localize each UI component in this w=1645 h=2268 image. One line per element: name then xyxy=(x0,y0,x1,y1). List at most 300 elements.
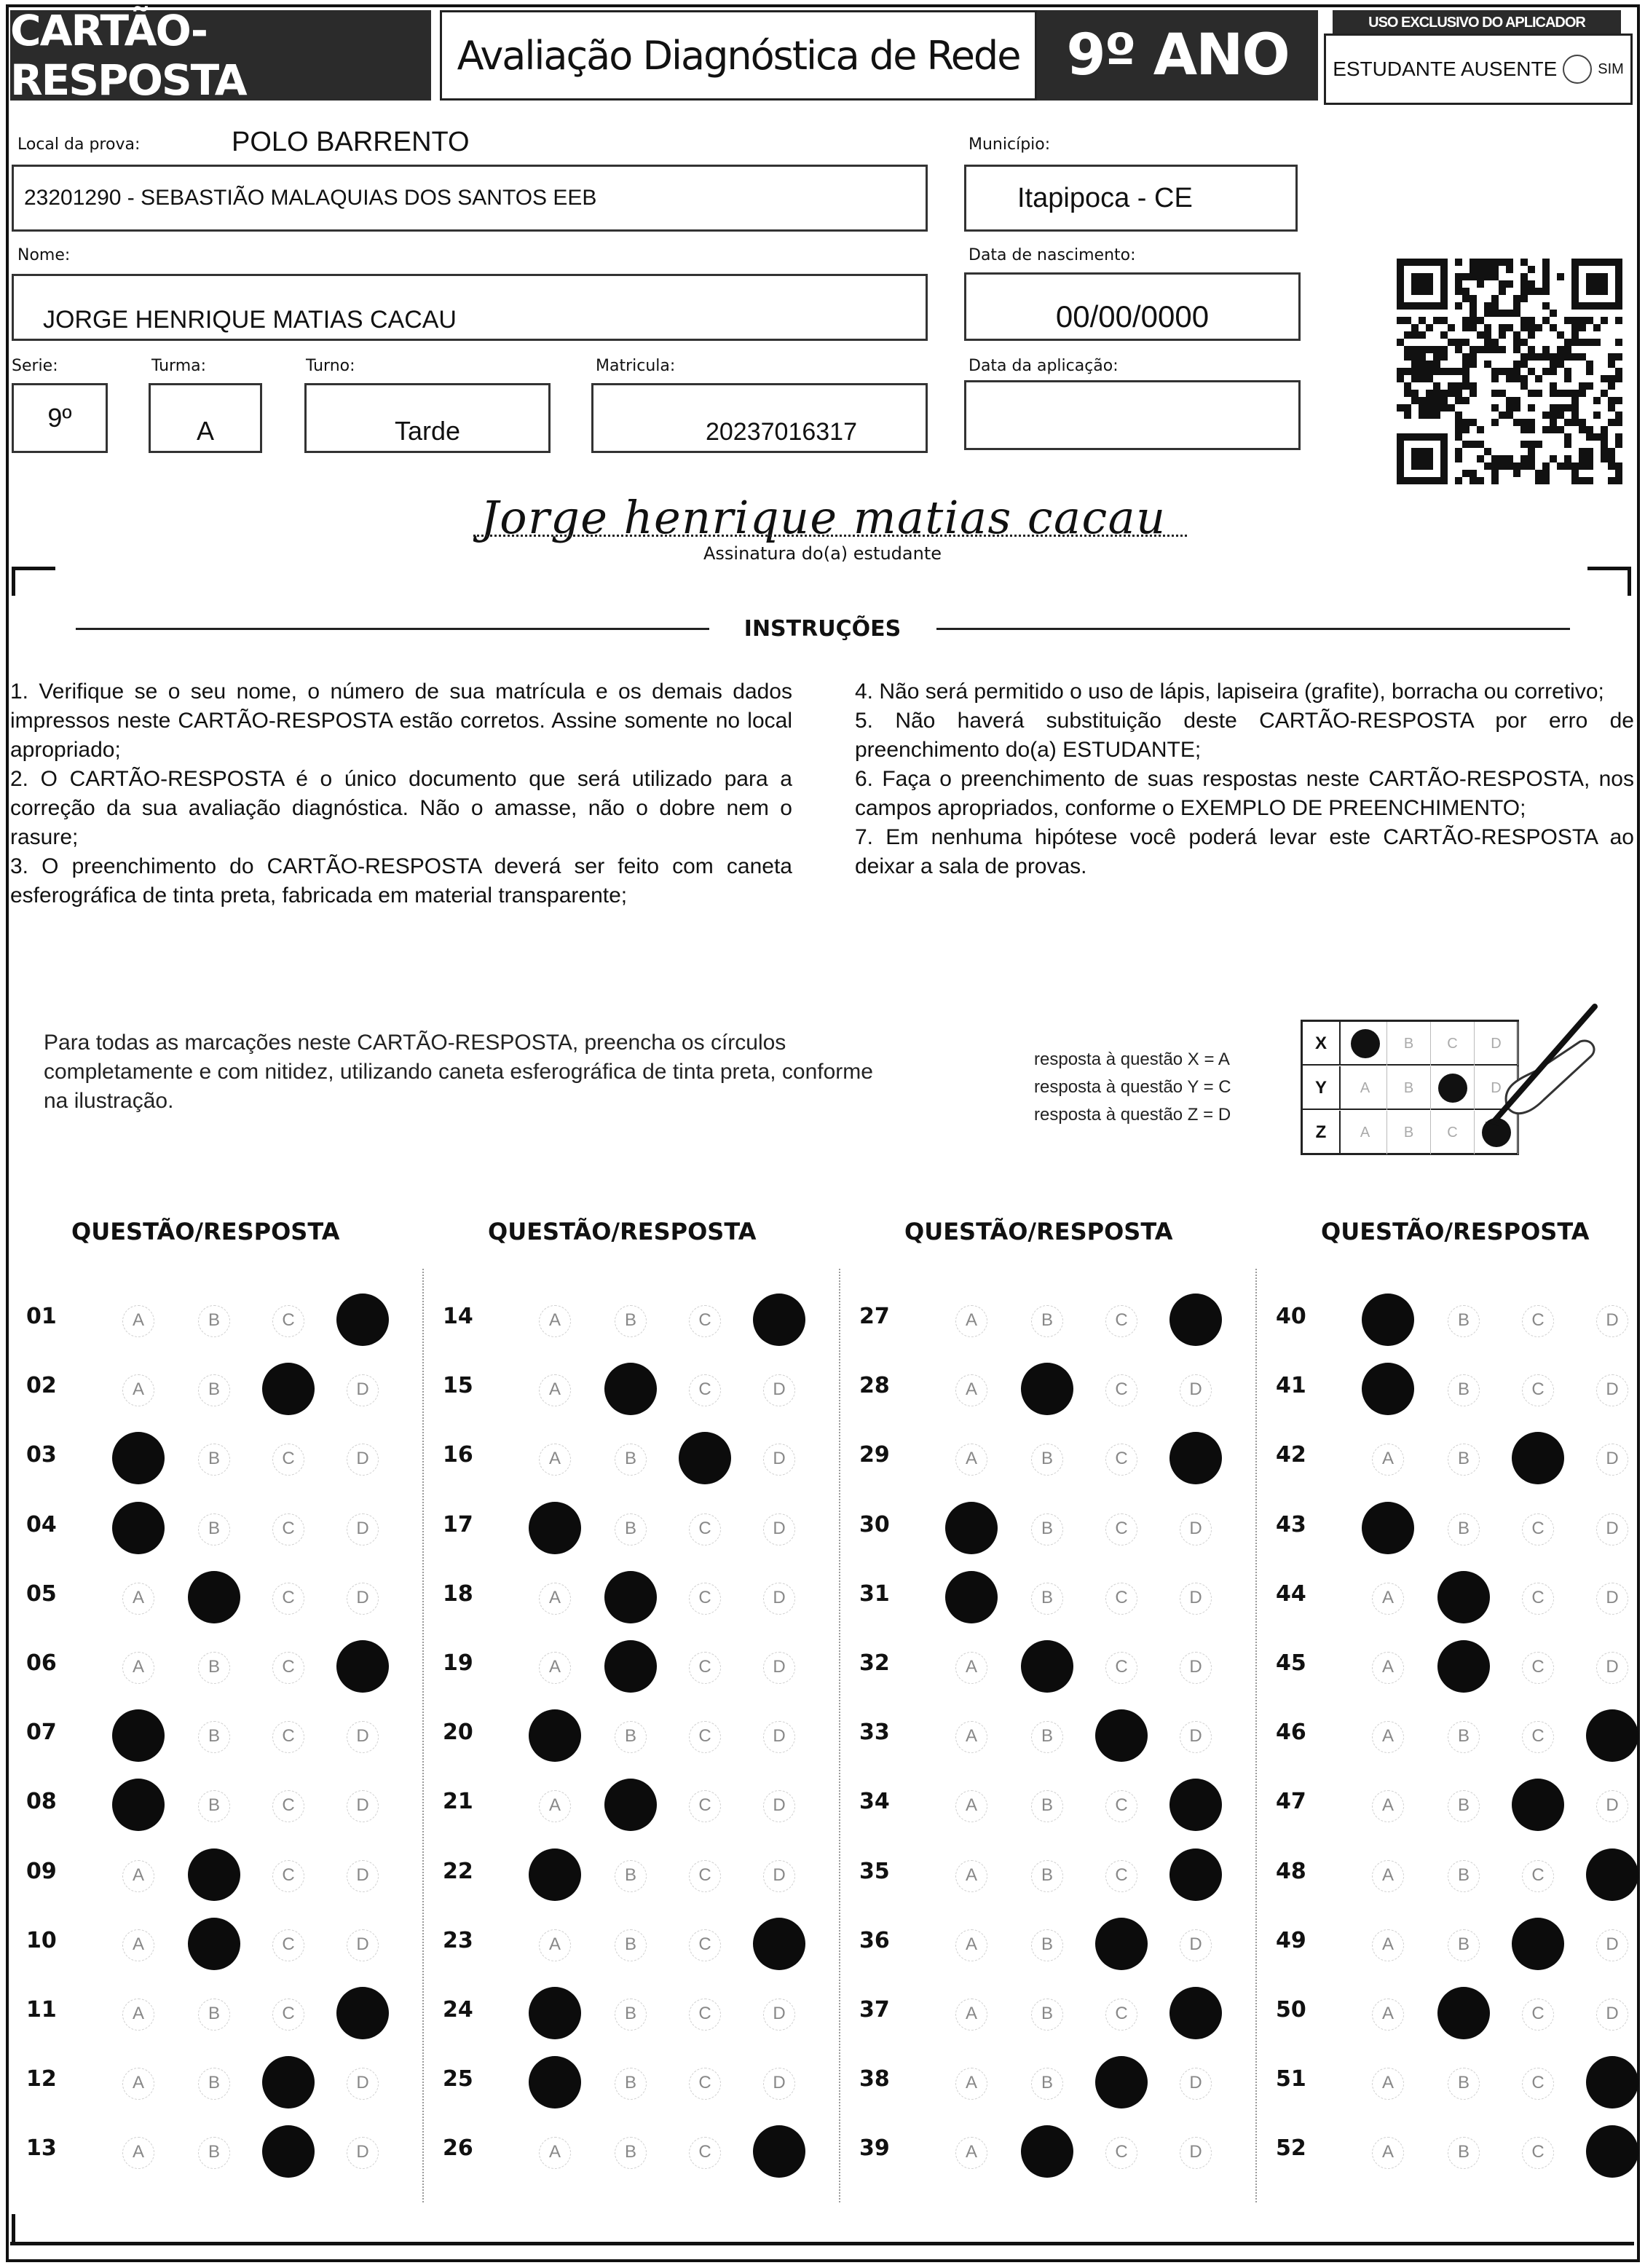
answer-bubble-a[interactable] xyxy=(948,1714,995,1759)
answer-bubble-c[interactable] xyxy=(1515,1367,1561,1412)
answer-bubble-a[interactable] xyxy=(1365,1714,1411,1759)
answer-bubble-c[interactable] xyxy=(1098,1645,1145,1690)
answer-bubble-a[interactable] xyxy=(115,1436,162,1481)
answer-bubble-c[interactable] xyxy=(1515,1575,1561,1621)
answer-bubble-a[interactable] xyxy=(532,2130,578,2175)
example-letter: D xyxy=(1491,1035,1502,1052)
answer-bubble-c[interactable] xyxy=(682,1991,728,2036)
answer-bubble-b[interactable] xyxy=(191,1922,237,1967)
column-title: QUESTÃO/RESPOSTA xyxy=(1321,1218,1590,1245)
answer-bubble-c[interactable] xyxy=(682,1645,728,1690)
answer-bubble-d[interactable] xyxy=(1589,1298,1636,1343)
answer-bubble-a[interactable] xyxy=(948,1367,995,1412)
answer-bubble-b[interactable] xyxy=(607,1922,654,1967)
filled-mark xyxy=(336,1987,389,2039)
answer-bubble-d[interactable] xyxy=(756,1714,802,1759)
answer-bubble-d[interactable] xyxy=(339,2130,386,2175)
signature-line xyxy=(473,535,1187,537)
question-number: 38 xyxy=(859,2066,890,2092)
answer-bubble-d[interactable] xyxy=(756,1506,802,1551)
answer-bubble-a[interactable] xyxy=(115,1645,162,1690)
bubble-outline xyxy=(615,1513,647,1546)
answer-bubble-d[interactable] xyxy=(756,1783,802,1828)
answer-bubble-d[interactable] xyxy=(339,1506,386,1551)
answer-bubble-b[interactable] xyxy=(607,1367,654,1412)
answer-bubble-c[interactable] xyxy=(682,2060,728,2106)
answer-bubble-b[interactable] xyxy=(607,1575,654,1621)
bubble-outline xyxy=(272,1513,304,1546)
answer-bubble-b[interactable] xyxy=(191,1714,237,1759)
bubble-letter: B xyxy=(624,1449,636,1469)
answer-bubble-c[interactable] xyxy=(1098,1367,1145,1412)
answer-bubble-d[interactable] xyxy=(339,1714,386,1759)
answer-bubble-b[interactable] xyxy=(607,1298,654,1343)
answer-bubble-a[interactable] xyxy=(1365,1506,1411,1551)
answer-bubble-c[interactable] xyxy=(1098,1991,1145,2036)
answer-bubble-c[interactable] xyxy=(265,1714,312,1759)
answer-bubble-c[interactable] xyxy=(682,1298,728,1343)
answer-bubble-b[interactable] xyxy=(1024,1714,1070,1759)
answer-bubble-a[interactable] xyxy=(948,1853,995,1898)
answer-bubble-b[interactable] xyxy=(1024,1575,1070,1621)
matricula-value: 20237016317 xyxy=(705,418,857,446)
answer-bubble-d[interactable] xyxy=(1589,1714,1636,1759)
answer-bubble-d[interactable] xyxy=(339,1645,386,1690)
filled-mark xyxy=(753,2125,805,2178)
bubble-outline xyxy=(1180,1652,1212,1684)
answer-bubble-c[interactable] xyxy=(682,1714,728,1759)
answer-bubble-b[interactable] xyxy=(607,1991,654,2036)
answer-bubble-c[interactable] xyxy=(1098,1575,1145,1621)
frame-corner-top-left xyxy=(12,567,55,596)
filled-mark xyxy=(1586,1848,1638,1901)
answer-bubble-d[interactable] xyxy=(1589,2060,1636,2106)
answer-bubble-a[interactable] xyxy=(115,2130,162,2175)
bubble-letter: B xyxy=(624,1518,636,1538)
question-row xyxy=(859,1298,1245,1342)
answer-bubble-c[interactable] xyxy=(682,1783,728,1828)
answer-bubble-b[interactable] xyxy=(1440,1853,1487,1898)
answer-bubble-a[interactable] xyxy=(115,1575,162,1621)
answer-bubble-b[interactable] xyxy=(607,1645,654,1690)
answer-bubble-b[interactable] xyxy=(607,1506,654,1551)
answer-bubble-c[interactable] xyxy=(265,2130,312,2175)
bubble-letter: A xyxy=(132,2004,144,2023)
bubble-outline xyxy=(1522,2068,1554,2100)
answer-bubble-d[interactable] xyxy=(1589,1922,1636,1967)
answer-bubble-b[interactable] xyxy=(607,1853,654,1898)
answer-bubble-d[interactable] xyxy=(1589,1853,1636,1898)
answer-bubble-c[interactable] xyxy=(682,1506,728,1551)
answer-bubble-d[interactable] xyxy=(756,2130,802,2175)
question-number: 14 xyxy=(443,1304,473,1329)
answer-bubble-d[interactable] xyxy=(1589,1436,1636,1481)
filled-mark xyxy=(1169,1848,1222,1901)
answer-bubble-b[interactable] xyxy=(1440,1436,1487,1481)
answer-bubble-c[interactable] xyxy=(1515,1645,1561,1690)
answer-bubble-a[interactable] xyxy=(115,1298,162,1343)
answer-bubble-b[interactable] xyxy=(191,1436,237,1481)
answer-bubble-d[interactable] xyxy=(1172,1436,1219,1481)
answer-bubble-b[interactable] xyxy=(1024,1298,1070,1343)
answer-bubble-b[interactable] xyxy=(191,1506,237,1551)
answer-bubble-c[interactable] xyxy=(682,1853,728,1898)
answer-bubble-d[interactable] xyxy=(756,1853,802,1898)
question-row xyxy=(26,1714,412,1757)
answer-bubble-a[interactable] xyxy=(115,2060,162,2106)
answer-bubble-c[interactable] xyxy=(1515,2130,1561,2175)
bubble-outline xyxy=(1180,1929,1212,1961)
answer-bubble-a[interactable] xyxy=(532,2060,578,2106)
answer-bubble-a[interactable] xyxy=(115,1506,162,1551)
filled-mark xyxy=(112,1709,165,1762)
answer-bubble-b[interactable] xyxy=(1024,1645,1070,1690)
answer-bubble-c[interactable] xyxy=(265,1506,312,1551)
answer-bubble-d[interactable] xyxy=(756,1436,802,1481)
answer-bubble-a[interactable] xyxy=(532,1298,578,1343)
answer-bubble-c[interactable] xyxy=(1515,1436,1561,1481)
answer-bubble-b[interactable] xyxy=(607,1783,654,1828)
bubble-letter: B xyxy=(208,1657,220,1677)
municipio-label: Município: xyxy=(969,135,1051,154)
answer-bubble-a[interactable] xyxy=(115,1991,162,2036)
bubble-letter: B xyxy=(1041,1518,1053,1538)
answer-bubble-b[interactable] xyxy=(1024,1783,1070,1828)
answer-bubble-b[interactable] xyxy=(1440,1922,1487,1967)
answer-bubble-d[interactable] xyxy=(1172,2130,1219,2175)
bubble-outline xyxy=(1372,1790,1404,1822)
answer-bubble-c[interactable] xyxy=(682,1922,728,1967)
question-number: 48 xyxy=(1276,1858,1306,1884)
filled-mark xyxy=(679,1432,731,1484)
bubble-outline xyxy=(1522,1860,1554,1892)
bubble-letter: D xyxy=(1606,1934,1619,1954)
answer-bubble-c[interactable] xyxy=(1515,1853,1561,1898)
answer-bubble-a[interactable] xyxy=(115,1853,162,1898)
answer-bubble-b[interactable] xyxy=(1440,1645,1487,1690)
bubble-letter: A xyxy=(1381,1587,1394,1607)
answer-bubble-c[interactable] xyxy=(1098,1436,1145,1481)
answer-bubble-a[interactable] xyxy=(115,1714,162,1759)
answer-bubble-b[interactable] xyxy=(191,1645,237,1690)
answer-bubble-b[interactable] xyxy=(191,2130,237,2175)
answer-bubble-b[interactable] xyxy=(1024,1991,1070,2036)
answer-bubble-a[interactable] xyxy=(1365,2060,1411,2106)
filled-mark xyxy=(1095,1709,1148,1762)
question-row xyxy=(443,1922,829,1966)
bubble-letter: A xyxy=(965,1379,977,1400)
answer-bubble-d[interactable] xyxy=(1589,1645,1636,1690)
question-row xyxy=(1276,1853,1645,1897)
answer-bubble-b[interactable] xyxy=(1024,1436,1070,1481)
bubble-letter: B xyxy=(624,1865,636,1885)
bubble-outline xyxy=(1105,1513,1137,1546)
answer-bubble-c[interactable] xyxy=(682,1436,728,1481)
filled-mark xyxy=(1437,1571,1490,1623)
answer-bubble-a[interactable] xyxy=(1365,1783,1411,1828)
answer-bubble-d[interactable] xyxy=(756,1575,802,1621)
bubble-letter: D xyxy=(773,2004,786,2023)
answer-bubble-b[interactable] xyxy=(1440,1575,1487,1621)
answer-bubble-d[interactable] xyxy=(339,2060,386,2106)
answer-bubble-a[interactable] xyxy=(1365,1853,1411,1898)
answer-bubble-d[interactable] xyxy=(1172,1506,1219,1551)
answer-bubble-d[interactable] xyxy=(339,1853,386,1898)
answer-bubble-c[interactable] xyxy=(265,1853,312,1898)
bubble-outline xyxy=(1448,1374,1480,1406)
answer-bubble-c[interactable] xyxy=(1098,1506,1145,1551)
answer-bubble-b[interactable] xyxy=(191,1991,237,2036)
answer-bubble-a[interactable] xyxy=(532,1436,578,1481)
answer-bubble-c[interactable] xyxy=(265,1298,312,1343)
answer-bubble-c[interactable] xyxy=(265,1367,312,1412)
question-row xyxy=(26,1853,412,1897)
answer-bubble-d[interactable] xyxy=(1172,1298,1219,1343)
answer-bubble-d[interactable] xyxy=(1172,1783,1219,1828)
card-title: CARTÃO-RESPOSTA xyxy=(10,10,431,101)
answer-bubble-d[interactable] xyxy=(1172,1991,1219,2036)
bubble-letter: D xyxy=(1606,1449,1619,1469)
question-row xyxy=(1276,1714,1645,1757)
answer-bubble-b[interactable] xyxy=(191,1575,237,1621)
answer-bubble-a[interactable] xyxy=(532,1783,578,1828)
answer-bubble-d[interactable] xyxy=(756,1645,802,1690)
bubble-letter: A xyxy=(1381,2073,1394,2093)
answer-bubble-d[interactable] xyxy=(339,1922,386,1967)
answer-bubble-d[interactable] xyxy=(756,1991,802,2036)
answer-bubble-b[interactable] xyxy=(1440,1298,1487,1343)
bubble-letter: A xyxy=(965,1795,977,1816)
answer-bubble-d[interactable] xyxy=(339,1991,386,2036)
filled-mark xyxy=(1362,1502,1414,1554)
answer-bubble-d[interactable] xyxy=(1589,2130,1636,2175)
answer-bubble-b[interactable] xyxy=(191,1783,237,1828)
bubble-letter: C xyxy=(1531,2073,1545,2093)
answer-bubble-b[interactable] xyxy=(1440,2130,1487,2175)
answer-bubble-a[interactable] xyxy=(1365,1922,1411,1967)
answer-bubble-b[interactable] xyxy=(1440,1991,1487,2036)
answer-bubble-a[interactable] xyxy=(1365,1436,1411,1481)
question-row xyxy=(443,1298,829,1342)
example-cell xyxy=(1344,1066,1387,1110)
answer-bubble-d[interactable] xyxy=(339,1298,386,1343)
answer-bubble-a[interactable] xyxy=(948,1506,995,1551)
answer-bubble-b[interactable] xyxy=(1024,1367,1070,1412)
answer-bubble-d[interactable] xyxy=(1172,1367,1219,1412)
answer-bubble-c[interactable] xyxy=(265,1991,312,2036)
bubble-outline xyxy=(198,2068,230,2100)
answer-bubble-a[interactable] xyxy=(948,1575,995,1621)
bubble-outline xyxy=(955,1374,987,1406)
bubble-outline xyxy=(347,1790,379,1822)
question-row xyxy=(26,1367,412,1411)
answer-bubble-b[interactable] xyxy=(1024,1853,1070,1898)
answer-bubble-a[interactable] xyxy=(948,1645,995,1690)
answer-bubble-d[interactable] xyxy=(339,1783,386,1828)
answer-bubble-d[interactable] xyxy=(1172,1714,1219,1759)
answer-bubble-b[interactable] xyxy=(607,1714,654,1759)
question-row xyxy=(443,2060,829,2104)
instruction-7: 7. Em nenhuma hipótese você poderá levar este CARTÃO-RESPOSTA ao deixar a sala de provas. xyxy=(855,825,1634,878)
matricula-label: Matricula: xyxy=(596,357,676,375)
answer-bubble-b[interactable] xyxy=(1024,2060,1070,2106)
answer-bubble-a[interactable] xyxy=(948,1783,995,1828)
answer-bubble-d[interactable] xyxy=(1589,1783,1636,1828)
answer-bubble-a[interactable] xyxy=(1365,2130,1411,2175)
answer-bubble-d[interactable] xyxy=(339,1436,386,1481)
answer-bubble-b[interactable] xyxy=(607,1436,654,1481)
answer-bubble-c[interactable] xyxy=(1098,1853,1145,1898)
answer-bubble-b[interactable] xyxy=(1440,1506,1487,1551)
answer-bubble-c[interactable] xyxy=(265,1783,312,1828)
answer-bubble-a[interactable] xyxy=(532,1991,578,2036)
answer-bubble-c[interactable] xyxy=(1515,1991,1561,2036)
answer-bubble-a[interactable] xyxy=(948,2130,995,2175)
answer-bubble-b[interactable] xyxy=(191,1367,237,1412)
answer-bubble-d[interactable] xyxy=(756,1367,802,1412)
answer-bubble-a[interactable] xyxy=(948,1298,995,1343)
question-row xyxy=(443,1506,829,1550)
bubble-letter: C xyxy=(1531,2004,1545,2023)
signature-caption: Assinatura do(a) estudante xyxy=(703,543,942,564)
answer-bubble-d[interactable] xyxy=(1172,1575,1219,1621)
bubble-letter: D xyxy=(356,1518,369,1538)
answer-bubble-a[interactable] xyxy=(532,1367,578,1412)
answer-bubble-a[interactable] xyxy=(115,1783,162,1828)
answer-bubble-b[interactable] xyxy=(1024,1922,1070,1967)
bubble-outline xyxy=(1180,1721,1212,1753)
answer-bubble-c[interactable] xyxy=(1098,1783,1145,1828)
answer-bubble-c[interactable] xyxy=(1515,1714,1561,1759)
question-number: 11 xyxy=(26,1997,57,2023)
answer-bubble-b[interactable] xyxy=(191,2060,237,2106)
answer-bubble-c[interactable] xyxy=(682,1575,728,1621)
answer-bubble-b[interactable] xyxy=(191,1853,237,1898)
answer-bubble-a[interactable] xyxy=(948,1991,995,2036)
filled-mark xyxy=(188,1848,240,1901)
answer-bubble-a[interactable] xyxy=(532,1575,578,1621)
answer-bubble-b[interactable] xyxy=(607,2060,654,2106)
bubble-outline xyxy=(1596,1444,1628,1476)
answer-bubble-b[interactable] xyxy=(1440,1714,1487,1759)
answer-bubble-d[interactable] xyxy=(1589,1575,1636,1621)
answer-bubble-c[interactable] xyxy=(1098,1922,1145,1967)
bubble-outline xyxy=(763,1583,795,1615)
answer-bubble-d[interactable] xyxy=(1589,1367,1636,1412)
answer-bubble-c[interactable] xyxy=(1515,1922,1561,1967)
answer-bubble-b[interactable] xyxy=(1440,2060,1487,2106)
answer-bubble-b[interactable] xyxy=(1024,2130,1070,2175)
question-number: 28 xyxy=(859,1373,890,1399)
answer-bubble-d[interactable] xyxy=(339,1575,386,1621)
answer-bubble-a[interactable] xyxy=(115,1922,162,1967)
filled-mark xyxy=(262,1363,315,1415)
answer-bubble-d[interactable] xyxy=(339,1367,386,1412)
answer-bubble-a[interactable] xyxy=(532,1922,578,1967)
answer-bubble-d[interactable] xyxy=(1589,1991,1636,2036)
answer-bubble-d[interactable] xyxy=(1172,1922,1219,1967)
answer-bubble-c[interactable] xyxy=(265,2060,312,2106)
answer-bubble-a[interactable] xyxy=(948,2060,995,2106)
answer-bubble-b[interactable] xyxy=(191,1298,237,1343)
answer-bubble-c[interactable] xyxy=(1098,1298,1145,1343)
application-date-field[interactable] xyxy=(964,380,1301,450)
answer-bubble-b[interactable] xyxy=(607,2130,654,2175)
answer-bubble-a[interactable] xyxy=(1365,1991,1411,2036)
answer-bubble-c[interactable] xyxy=(1098,2130,1145,2175)
answer-bubble-a[interactable] xyxy=(532,1645,578,1690)
bubble-outline xyxy=(539,1444,571,1476)
answer-bubble-a[interactable] xyxy=(532,1714,578,1759)
answer-bubble-a[interactable] xyxy=(1365,1645,1411,1690)
answer-bubble-c[interactable] xyxy=(1098,2060,1145,2106)
answer-bubble-a[interactable] xyxy=(532,1853,578,1898)
answer-bubble-c[interactable] xyxy=(265,1922,312,1967)
question-number: 08 xyxy=(26,1789,57,1815)
answer-bubble-a[interactable] xyxy=(115,1367,162,1412)
answer-bubble-c[interactable] xyxy=(1515,1506,1561,1551)
bubble-outline xyxy=(539,1305,571,1337)
filled-mark xyxy=(1169,1294,1222,1346)
answer-bubble-c[interactable] xyxy=(682,2130,728,2175)
answer-bubble-c[interactable] xyxy=(265,1436,312,1481)
answer-bubble-b[interactable] xyxy=(1440,1367,1487,1412)
example-cell xyxy=(1387,1111,1431,1154)
answer-bubble-d[interactable] xyxy=(1172,1853,1219,1898)
answer-bubble-a[interactable] xyxy=(532,1506,578,1551)
bubble-letter: C xyxy=(698,1934,711,1954)
answer-bubble-d[interactable] xyxy=(756,1922,802,1967)
question-number: 18 xyxy=(443,1580,473,1607)
answer-bubble-d[interactable] xyxy=(1589,1506,1636,1551)
question-number: 37 xyxy=(859,1997,890,2023)
answer-bubble-a[interactable] xyxy=(1365,1367,1411,1412)
answer-bubble-c[interactable] xyxy=(1515,1783,1561,1828)
answer-bubble-d[interactable] xyxy=(756,2060,802,2106)
bubble-letter: C xyxy=(1115,1795,1128,1816)
absent-checkbox[interactable] xyxy=(1563,55,1592,84)
signature-text: Jorge henrique matias cacau xyxy=(481,491,1165,544)
column-separator xyxy=(422,1269,424,2202)
answer-bubble-c[interactable] xyxy=(1515,1298,1561,1343)
bubble-letter: A xyxy=(548,1310,561,1330)
answer-bubble-c[interactable] xyxy=(265,1575,312,1621)
answer-bubble-a[interactable] xyxy=(1365,1575,1411,1621)
answer-bubble-c[interactable] xyxy=(1098,1714,1145,1759)
answer-bubble-d[interactable] xyxy=(1172,1645,1219,1690)
question-number: 02 xyxy=(26,1373,57,1399)
filled-mark xyxy=(1021,1640,1073,1693)
answer-bubble-a[interactable] xyxy=(1365,1298,1411,1343)
answer-bubble-a[interactable] xyxy=(948,1436,995,1481)
answer-bubble-d[interactable] xyxy=(756,1298,802,1343)
name-value: JORGE HENRIQUE MATIAS CACAU xyxy=(43,306,457,334)
bubble-letter: B xyxy=(208,1518,220,1538)
answer-bubble-a[interactable] xyxy=(948,1922,995,1967)
answer-bubble-c[interactable] xyxy=(265,1645,312,1690)
filled-mark xyxy=(1095,1918,1148,1970)
answer-bubble-c[interactable] xyxy=(682,1367,728,1412)
answer-bubble-b[interactable] xyxy=(1024,1506,1070,1551)
answer-bubble-d[interactable] xyxy=(1172,2060,1219,2106)
bubble-letter: C xyxy=(1115,1865,1128,1885)
answer-bubble-b[interactable] xyxy=(1440,1783,1487,1828)
question-number: 46 xyxy=(1276,1720,1306,1746)
answer-bubble-c[interactable] xyxy=(1515,2060,1561,2106)
bubble-outline xyxy=(763,1444,795,1476)
bubble-outline xyxy=(689,1860,721,1892)
bubble-outline xyxy=(955,1444,987,1476)
